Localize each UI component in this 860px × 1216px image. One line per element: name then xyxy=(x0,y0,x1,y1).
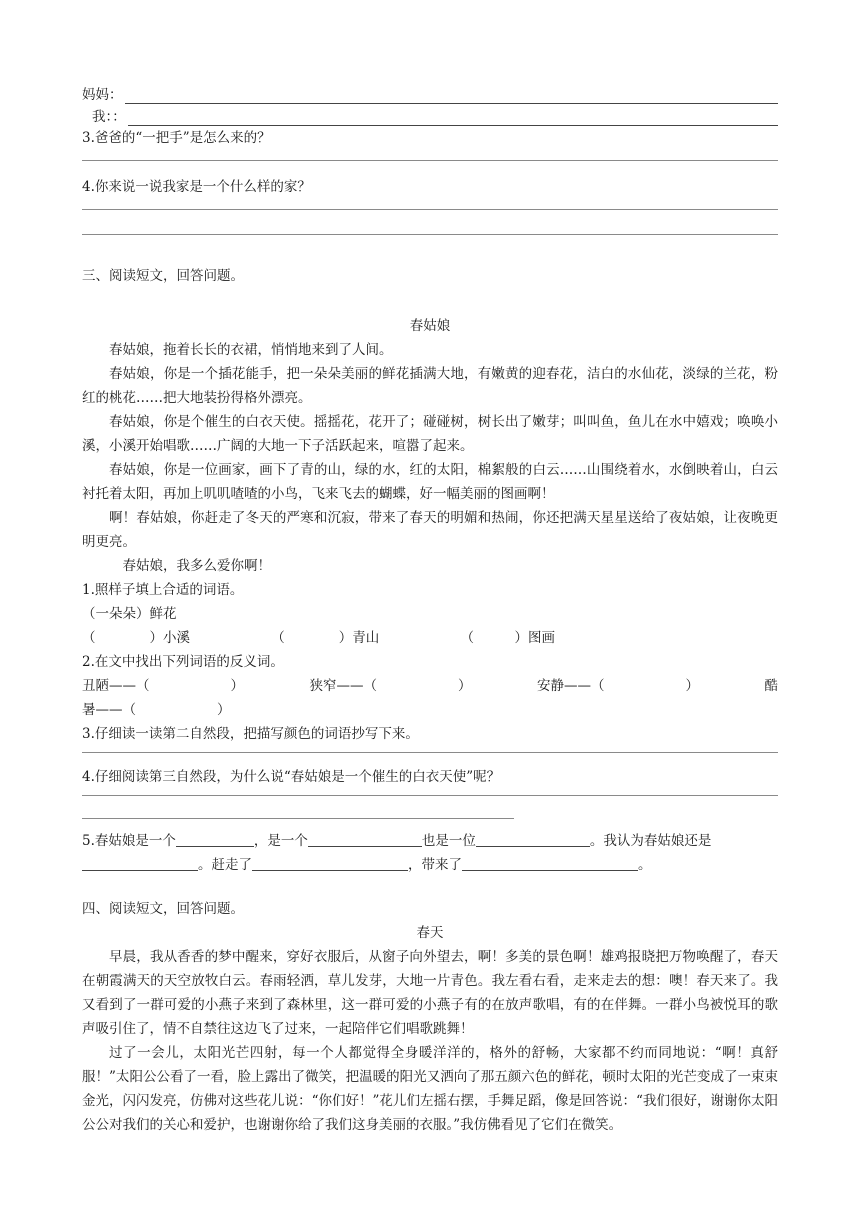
mama-answer-line[interactable] xyxy=(125,88,779,104)
q5-text: ，带来了 xyxy=(408,857,462,873)
passage-paragraph: 啊！春姑娘，你赶走了冬天的严寒和沉寂，带来了春天的明媚和热闹，你还把满天星星送给了夜姑娘，让夜晚更明更亮。 xyxy=(82,510,778,550)
answer-line[interactable] xyxy=(82,746,778,753)
q5-text: 。 xyxy=(638,857,652,873)
wo-label: 我：： xyxy=(92,109,126,125)
fill-blank[interactable] xyxy=(176,831,254,847)
answer-line[interactable] xyxy=(82,150,778,161)
answer-line[interactable] xyxy=(82,789,778,796)
fill-blank[interactable] xyxy=(308,831,422,847)
question-4-top: 4.你来说一说我家是一个什么样的家？ xyxy=(82,179,311,195)
question-1: 1.照样子填上合适的词语。 xyxy=(82,582,244,598)
passage-paragraph: 春姑娘，你是一位画家，画下了青的山，绿的水，红的太阳，棉絮般的白云……山围绕着水，水倒映着山，白云衬托着太阳，再加上叽叽喳喳的小鸟，飞来飞去的蝴蝶，好一幅美丽的图画啊！ xyxy=(82,462,778,502)
worksheet-page xyxy=(82,82,778,1137)
passage-paragraph: 春姑娘，我多么爱你啊！ xyxy=(122,558,271,574)
fill-blank[interactable]: （ ）图画 xyxy=(460,630,555,646)
fill-blank[interactable] xyxy=(462,855,638,871)
question-2: 2.在文中找出下列词语的反义词。 xyxy=(82,654,284,670)
passage-title-chuntian: 春天 xyxy=(416,925,444,941)
q5-text: 。赶走了 xyxy=(198,857,252,873)
q5-text: 。我认为春姑娘还是 xyxy=(589,833,712,849)
q5-text: 5.春姑娘是一个 xyxy=(82,833,176,849)
fill-blank[interactable]: （ ）小溪 xyxy=(82,630,190,646)
fill-blank[interactable] xyxy=(252,855,408,871)
question-1-blanks xyxy=(82,626,555,650)
passage-paragraph: 春姑娘，你是个催生的白衣天使。摇摇花，花开了；碰碰树，树长出了嫩芽；叫叫鱼，鱼儿在水中嬉戏；唤唤小溪，小溪开始唱歌……广阔的大地一下子活跃起来，喧嚣了起来。 xyxy=(82,414,778,454)
fill-blank[interactable] xyxy=(82,855,198,871)
answer-line[interactable] xyxy=(82,812,514,819)
question-4: 4.仔细阅读第三自然段，为什么说“春姑娘是一个催生的白衣天使”呢？ xyxy=(82,769,501,785)
question-1-example: （一朵朵）鲜花 xyxy=(82,606,177,622)
antonym-blank[interactable]: 暑——（ ） xyxy=(82,702,231,718)
question-5-line1 xyxy=(82,829,778,853)
passage-paragraph: 早晨，我从香香的梦中醒来，穿好衣服后，从窗子向外望去，啊！多美的景色啊！雄鸡报晓把万物唤醒了，春天在朝霞满天的天空放牧白云。春雨轻洒，草儿发芽，大地一片青色。我左看右看，走来走去的想：噢！春天来了。我又看到了一群可爱的小燕子来到了森林里，这一群可爱的小燕子有的在放声歌唱，有的在伴舞。一群小鸟被悦耳的歌声吸引住了，情不自禁往这边飞了过来，一起陪伴它们唱歌跳舞！ xyxy=(82,949,778,1037)
answer-line[interactable] xyxy=(82,224,778,235)
wo-answer-row xyxy=(82,104,778,126)
antonym-blank[interactable]: 丑陋——（ ） xyxy=(82,678,244,694)
mama-answer-row xyxy=(82,82,778,104)
passage-paragraph: 春姑娘，你是一个插花能手，把一朵朵美丽的鲜花插满大地，有嫩黄的迎春花，洁白的水仙花，淡绿的兰花，粉红的桃花……把大地装扮得格外漂亮。 xyxy=(82,366,778,406)
question-3: 3.仔细读一读第二自然段，把描写颜色的词语抄写下来。 xyxy=(82,726,419,742)
antonym-word: 酷 xyxy=(764,678,778,694)
fill-blank[interactable] xyxy=(476,831,590,847)
q5-text: 也是一位 xyxy=(421,833,476,849)
question-3-top: 3.爸爸的“一把手”是怎么来的？ xyxy=(82,130,271,146)
mama-label: 妈妈： xyxy=(82,87,123,103)
fill-blank[interactable]: （ ）青山 xyxy=(271,630,380,646)
question-2-blanks xyxy=(82,674,778,698)
answer-line[interactable] xyxy=(82,199,778,210)
q5-text: ，是一个 xyxy=(253,833,308,849)
section-3-heading: 三、阅读短文，回答问题。 xyxy=(82,268,244,284)
antonym-blank[interactable]: 安静——（ ） xyxy=(537,678,699,694)
passage-paragraph: 春姑娘，拖着长长的衣裙，悄悄地来到了人间。 xyxy=(109,342,393,358)
question-5-line2 xyxy=(82,853,778,877)
section-4-heading: 四、阅读短文，回答问题。 xyxy=(82,901,244,917)
wo-answer-line[interactable] xyxy=(128,110,778,126)
antonym-blank[interactable]: 狭窄——（ ） xyxy=(309,678,472,694)
passage-paragraph: 过了一会儿，太阳光芒四射，每一个人都觉得全身暖洋洋的，格外的舒畅，大家都不约而同地说：“啊！真舒服！”太阳公公看了一看，脸上露出了微笑，把温暖的阳光又洒向了那五颜六色的鲜花，顿时太阳的光芒变成了一束束金光，闪闪发亮，仿佛对这些花儿说：“你们好！”花儿们左摇右摆，手舞足蹈，像是回答说：“我们很好，谢谢你太阳公公对我们的关心和爱护，也谢谢你给了我们这身美丽的衣服。”我仿佛看见了它们在微笑。 xyxy=(82,1045,778,1133)
passage-title-chunguniang: 春姑娘 xyxy=(409,318,451,334)
